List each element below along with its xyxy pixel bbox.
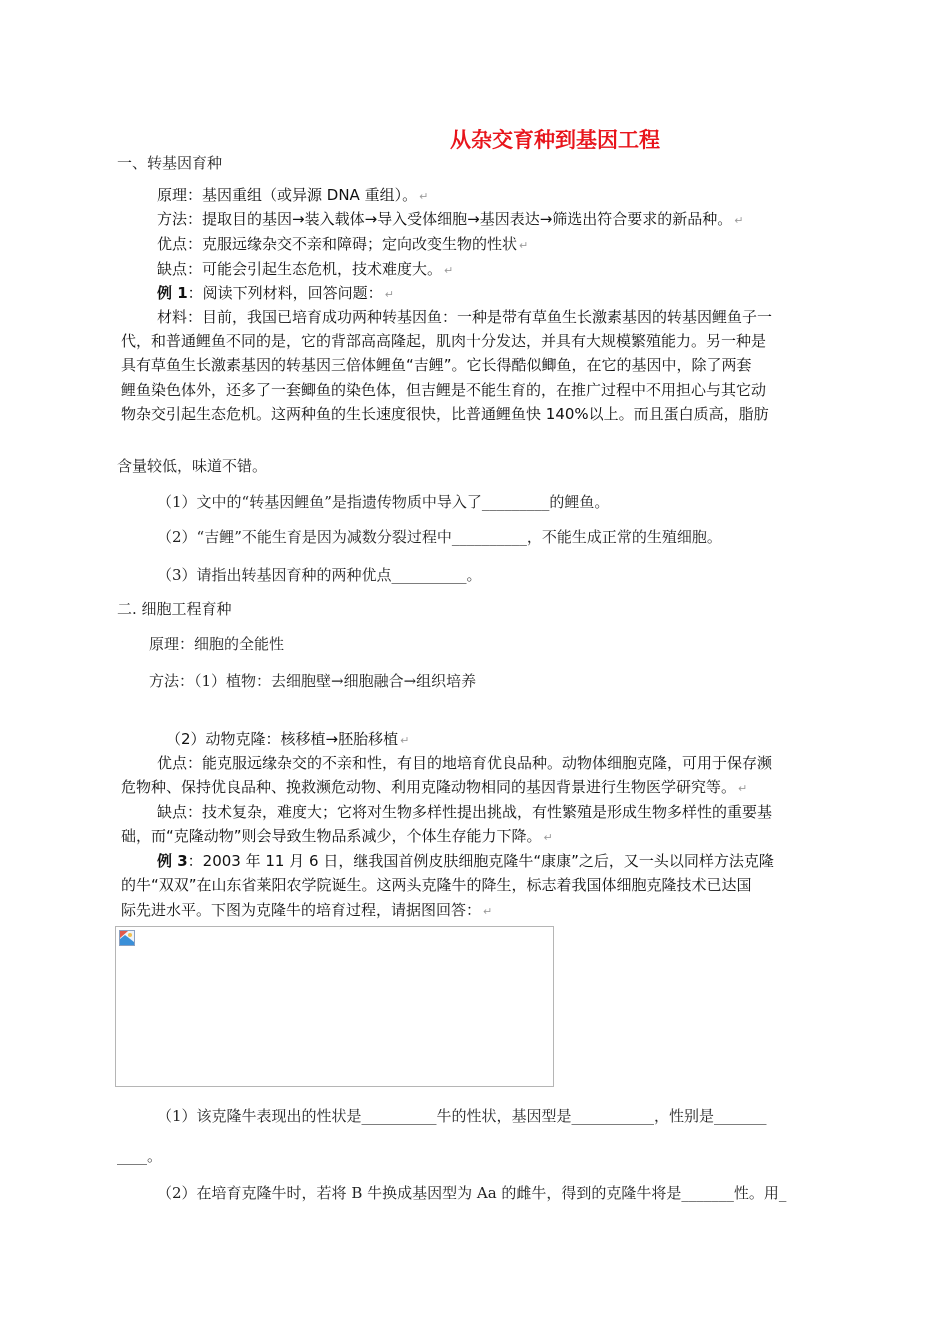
page-title: 从杂交育种到基因工程 — [450, 128, 660, 152]
question-3-1: （1）该克隆牛表现出的性状是__________牛的性状，基因型是___________，性别是_______ — [157, 1107, 767, 1125]
return-mark: ↵ — [519, 239, 529, 252]
advantage-2-line: 优点：能克服远缘杂交的不亲和性，有目的地培育优良品种。动物体细胞克隆，可用于保存濒 — [157, 754, 773, 772]
example-3-line-text: 际先进水平。下图为克隆牛的培育过程，请据图回答： — [121, 901, 482, 919]
material-line: 物杂交引起生态危机。这两种鱼的生长速度很快，比普通鲤鱼快 140%以上。而且蛋白质高，脂肪 — [121, 405, 769, 423]
return-mark: ↵ — [419, 190, 429, 203]
question-1-2: （2）“吉鲤”不能生育是因为减数分裂过程中__________，不能生成正常的生殖细胞。 — [157, 528, 722, 546]
question-3-2: （2）在培育克隆牛时，若将 B 牛换成基因型为 Aa 的雌牛，得到的克隆牛将是_______性。用_ — [157, 1184, 787, 1202]
return-mark: ↵ — [543, 831, 553, 844]
figure-placeholder — [115, 926, 554, 1087]
section-heading-1: 一、转基因育种 — [117, 154, 223, 172]
principle-2: 原理：细胞的全能性 — [149, 635, 285, 653]
method-2-animal-text: （2）动物克隆：核移植→胚胎移植 — [166, 730, 399, 748]
material-line: 具有草鱼生长激素基因的转基因三倍体鲤鱼“吉鲤”。它长得酷似鲫鱼，在它的基因中，除了两套 — [121, 356, 752, 374]
return-mark: ↵ — [483, 905, 493, 918]
disadvantage-2-line — [121, 825, 553, 849]
disadvantage-1-text: 缺点：可能会引起生态危机，技术难度大。 — [157, 260, 443, 278]
question-1-3: （3）请指出转基因育种的两种优点__________。 — [157, 566, 482, 584]
principle-1-text: 原理：基因重组（或异源 DNA 重组）。 — [157, 186, 418, 204]
return-mark: ↵ — [444, 264, 454, 277]
advantage-1 — [157, 233, 528, 257]
example-3-line: 的牛“双双”在山东省莱阳农学院诞生。这两头克隆牛的降生，标志着我国体细胞克隆技术已达国 — [121, 876, 752, 894]
example-3-text: ：2003 年 11 月 6 日，继我国首例皮肤细胞克隆牛“康康”之后，又一头以同样方法克隆 — [187, 852, 774, 870]
example-3-line — [121, 899, 492, 923]
material-line: 材料：目前，我国已培育成功两种转基因鱼：一种是带有草鱼生长激素基因的转基因鲤鱼子一 — [157, 308, 773, 326]
principle-1 — [157, 184, 428, 208]
return-mark: ↵ — [738, 782, 748, 795]
advantage-2-line-text: 危物种、保持优良品种、挽救濒危动物、利用克隆动物相同的基因背景进行生物医学研究等。 — [121, 778, 737, 796]
example-1-text: ：阅读下列材料，回答问题： — [187, 284, 383, 302]
material-tail: 含量较低，味道不错。 — [117, 457, 268, 475]
example-1-intro — [157, 282, 394, 306]
method-2-animal — [166, 728, 409, 752]
return-mark: ↵ — [734, 214, 744, 227]
example-1-label: 例 1 — [157, 284, 188, 302]
advantage-2-line — [121, 776, 747, 800]
method-2-plant: 方法：（1）植物：去细胞壁→细胞融合→组织培养 — [149, 672, 477, 690]
question-3-1-tail: ____。 — [117, 1147, 163, 1165]
disadvantage-1 — [157, 258, 453, 282]
disadvantage-2-line-text: 础，而“克隆动物”则会导致生物品系减少，个体生存能力下降。 — [121, 827, 542, 845]
section-heading-2: 二. 细胞工程育种 — [117, 600, 232, 618]
broken-image-icon — [119, 930, 135, 946]
example-3-label: 例 3 — [157, 852, 188, 870]
method-1 — [157, 208, 744, 232]
material-line: 代，和普通鲤鱼不同的是，它的背部高高隆起，肌肉十分发达，并具有大规模繁殖能力。另一种是 — [121, 332, 767, 350]
return-mark: ↵ — [400, 734, 410, 747]
advantage-1-text: 优点：克服远缘杂交不亲和障碍；定向改变生物的性状 — [157, 235, 518, 253]
example-3-line — [157, 850, 774, 873]
method-1-text: 方法：提取目的基因→装入载体→导入受体细胞→基因表达→筛选出符合要求的新品种。 — [157, 210, 733, 228]
material-line: 鲤鱼染色体外，还多了一套鲫鱼的染色体，但吉鲤是不能生育的，在推广过程中不用担心与其它动 — [121, 381, 767, 399]
return-mark: ↵ — [384, 288, 394, 301]
question-1-1: （1）文中的“转基因鲤鱼”是指遗传物质中导入了_________的鲤鱼。 — [157, 493, 610, 511]
disadvantage-2-line: 缺点：技术复杂，难度大；它将对生物多样性提出挑战，有性繁殖是形成生物多样性的重要基 — [157, 803, 773, 821]
